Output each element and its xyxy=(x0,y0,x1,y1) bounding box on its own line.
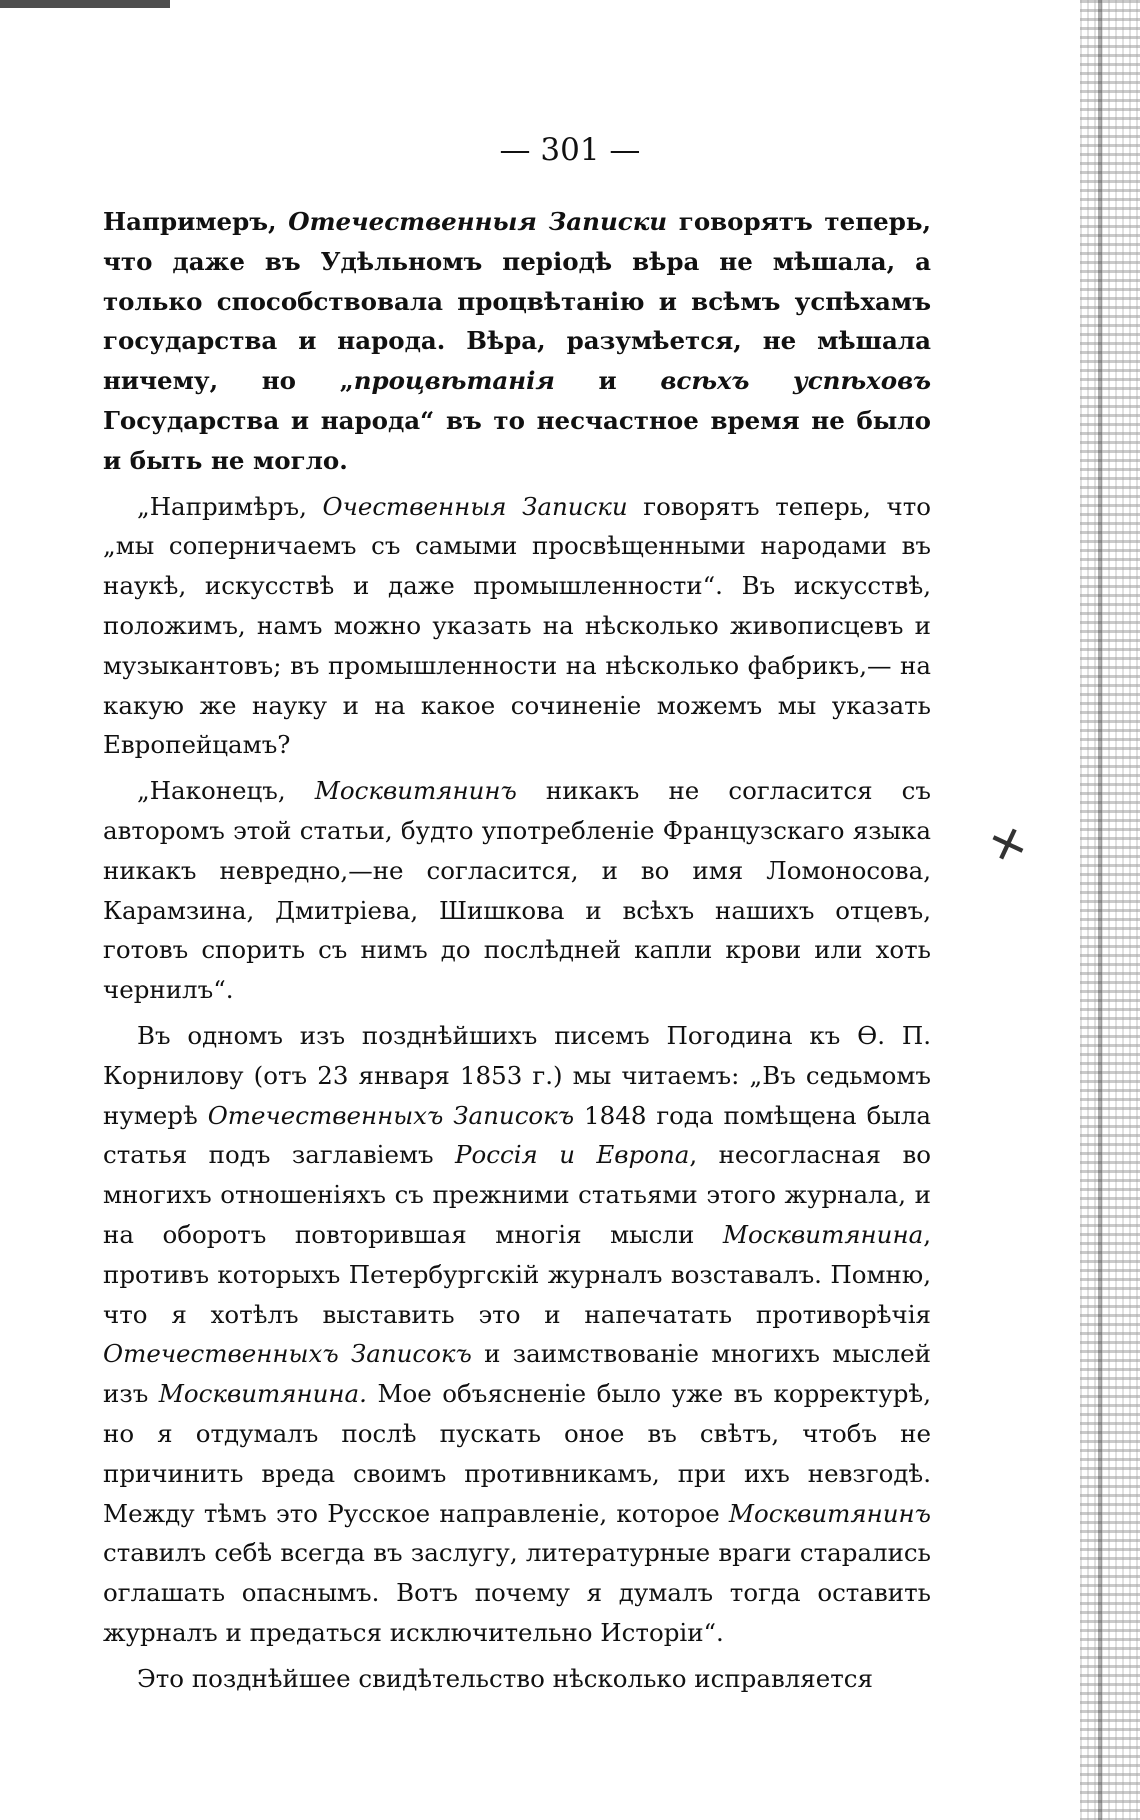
italic-title: Москвитянинъ xyxy=(728,1498,931,1528)
scan-edge-noise xyxy=(1080,0,1140,1820)
text-run: „Наконецъ, xyxy=(137,776,315,806)
page-number: — 301 — xyxy=(499,132,641,168)
text-run: никакъ не согласится съ авторомъ этой статьи, будто употребленіе Французскаго языка никакъ невредно,—не согласится, и во имя Ломоносова, Карамзина, Дмитріева, Шишкова и всѣхъ нашихъ отцевъ, готовъ спорить съ нимъ до послѣдней капли крови или хоть чернилъ“. xyxy=(103,776,931,1005)
paragraph xyxy=(103,1016,931,1653)
text-run: Государства и народа“ въ то несчастное время не было и быть не могло. xyxy=(103,405,931,475)
text-run: Например xyxy=(103,207,250,236)
italic-title: процвѣтанія xyxy=(353,366,555,396)
text-run: 1848 года помѣщена была статья подъ заглавіемъ xyxy=(103,1100,932,1170)
text-run: и заимствованіе многихъ мыслей изъ xyxy=(103,1339,931,1409)
italic-title: Отечественныхъ Записокъ xyxy=(103,1339,472,1369)
text-run: , несогласная во многихъ отношеніяхъ съ прежними статьями этого журнала, и на оборотъ повторившая многія мысли xyxy=(103,1140,931,1249)
text-run: говорятъ теперь, что „мы соперничаемъ съ самыми просвѣщенными народами въ наукѣ, искусствѣ и даже промышленности“. Въ искусствѣ, положимъ, намъ можно указать на нѣсколько живописцевъ и музыкантовъ; въ промышленности на нѣсколько фабрикъ,— на какую же науку и на какое сочиненіе можемъ мы указать Европейцамъ? xyxy=(103,491,932,760)
body-text xyxy=(103,202,931,1704)
scan-edge-line xyxy=(1098,0,1102,1820)
paragraph xyxy=(103,1659,931,1699)
text-run: „Напримѣръ, xyxy=(137,491,323,521)
text-run: , противъ которыхъ Петербургскій журналъ возставалъ. Помню, что я хотѣлъ выставить это и напечатать противорѣчія xyxy=(103,1219,931,1329)
scan-corner-mark xyxy=(0,0,170,8)
italic-title: Отечественныя Записки xyxy=(288,207,668,236)
text-run: и xyxy=(554,366,661,396)
text-run: Это позднѣйшее свидѣтельство нѣсколько исправляется xyxy=(137,1663,873,1693)
paragraph xyxy=(103,771,931,1010)
italic-title: Москвитянина xyxy=(722,1219,924,1249)
text-run: Мое объясненіе было уже въ корректурѣ, но я отдумалъ послѣ пускать оное въ свѣтъ, чтобъ не причинить вреда своимъ противникамъ, при ихъ невзгодѣ. Между тѣмъ это Русское направленіе, которое xyxy=(103,1379,931,1528)
text-run: ъ, xyxy=(249,207,289,236)
italic-title: всѣхъ успѣховъ xyxy=(660,366,932,396)
italic-title: Отечественныхъ Записокъ xyxy=(207,1100,575,1130)
text-run: ставилъ себѣ всегда въ заслугу, литературные враги старались оглашать опаснымъ. Вотъ почему я думалъ тогда оставить журналъ и предаться исключительно Исторіи“. xyxy=(103,1538,931,1647)
italic-title: Очественныя Записки xyxy=(322,491,628,521)
text-run: говорятъ теперь, что даже въ Удѣльномъ періодѣ вѣра не мѣшала, а только способствовала процвѣтанію и всѣмъ успѣхамъ государства и народа. Вѣра, разумѣется, не мѣшала ничему, но „ xyxy=(103,207,932,396)
text-run: Въ одномъ изъ позднѣйшихъ писемъ Погодина къ Ѳ. П. Корнилову (отъ 23 января 1853 г.) мы читаемъ: „Въ седьмомъ нумерѣ xyxy=(103,1020,931,1130)
handwritten-margin-mark: ✕ xyxy=(982,815,1035,876)
paragraph xyxy=(103,202,931,481)
paragraph xyxy=(103,487,931,766)
italic-title: Россія и Европа xyxy=(455,1140,690,1170)
italic-title: Москвитянина. xyxy=(158,1379,367,1409)
italic-title: Москвитянинъ xyxy=(314,776,517,806)
